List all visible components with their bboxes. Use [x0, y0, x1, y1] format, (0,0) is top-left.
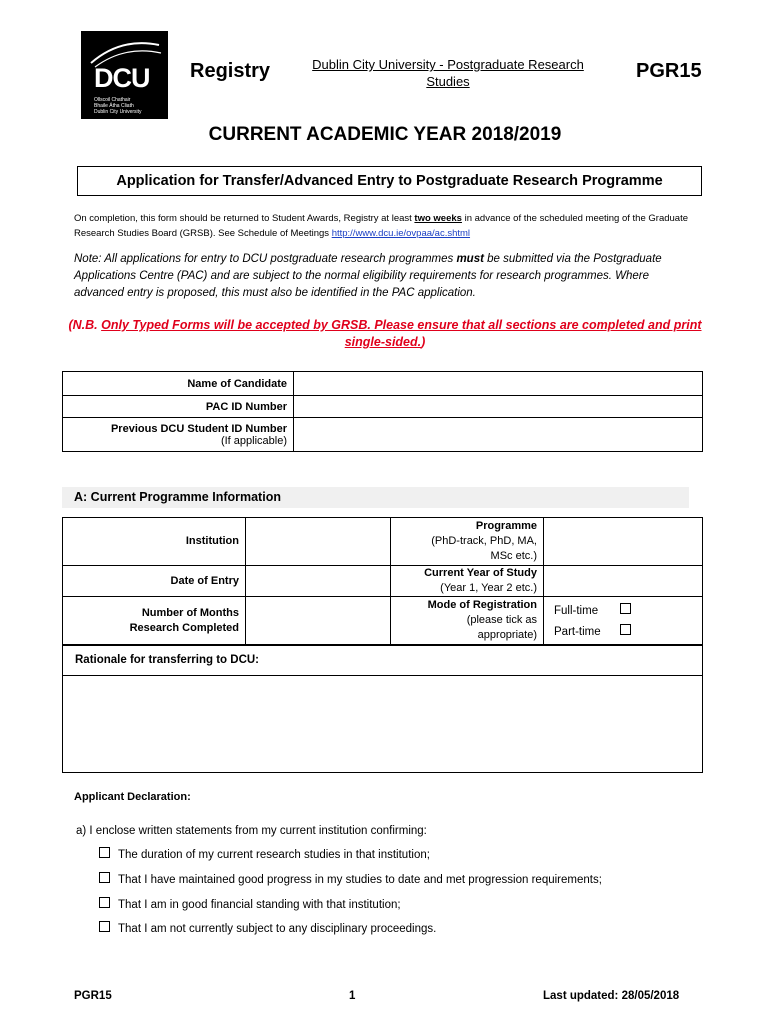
declaration-bullet: The duration of my current research studies in that institution; — [99, 849, 430, 861]
declaration-checkbox[interactable] — [99, 847, 110, 858]
declaration-title: Applicant Declaration: — [74, 791, 191, 803]
part-time-checkbox[interactable] — [620, 624, 631, 635]
nb-warning: (N.B. Only Typed Forms will be accepted by GRSB. Please ensure that all sections are completed and print single-sided.) — [68, 318, 702, 349]
institution-field[interactable] — [246, 518, 391, 566]
registry-label: Registry — [190, 60, 271, 82]
footer-form-code: PGR15 — [74, 990, 112, 1002]
rationale-field[interactable] — [63, 676, 702, 774]
declaration-bullet: That I am in good financial standing with that institution; — [99, 899, 401, 911]
form-title: Application for Transfer/Advanced Entry to Postgraduate Research Programme — [77, 166, 702, 196]
candidate-table — [62, 371, 703, 452]
part-time-label: Part-time — [554, 625, 601, 638]
last-updated: Last updated: 28/05/2018 — [543, 990, 680, 1002]
programme-field[interactable] — [544, 518, 703, 566]
name-label: Name of Candidate — [63, 372, 294, 396]
current-year-field[interactable] — [544, 566, 703, 597]
logo-text: DCU — [94, 63, 150, 93]
months-completed-field[interactable] — [246, 597, 391, 645]
declaration-checkbox[interactable] — [99, 897, 110, 908]
form-code: PGR15 — [636, 60, 702, 82]
pac-id-label: PAC ID Number — [63, 396, 294, 418]
declaration-checkbox[interactable] — [99, 872, 110, 883]
page-number: 1 — [349, 990, 356, 1002]
declaration-checkbox[interactable] — [99, 921, 110, 932]
logo-subtitle: Ollscoil Chathair Bhaile Átha Cliath Dublin City University — [94, 97, 142, 115]
schedule-link[interactable]: http://www.dcu.ie/ovpaa/ac.shtml — [331, 228, 471, 239]
intro-text: On completion, this form should be returned to Student Awards, Registry at least two weeks in advance of the scheduled meeting of the Graduate Research Studies Board (GRSB). See Schedule of Meetings http://www.dcu.ie/ovpaa/ac.shtml — [74, 213, 688, 239]
months-completed-label: Number of Months Research Completed — [63, 597, 246, 645]
previous-id-label: Previous DCU Student ID Number (If applicable) — [63, 418, 294, 452]
declaration-bullet: That I am not currently subject to any disciplinary proceedings. — [99, 923, 436, 935]
university-title: Dublin City University - Postgraduate Research Studies — [312, 57, 584, 89]
full-time-label: Full-time — [554, 604, 599, 617]
full-time-checkbox[interactable] — [620, 603, 631, 614]
date-of-entry-field[interactable] — [246, 566, 391, 597]
programme-label: Programme (PhD-track, PhD, MA, MSc etc.) — [391, 518, 544, 566]
pac-id-field[interactable] — [294, 396, 703, 418]
current-year-label: Current Year of Study (Year 1, Year 2 etc.) — [391, 566, 544, 597]
programme-table — [62, 517, 703, 645]
declaration-item-a: a) I enclose written statements from my current institution confirming: — [76, 825, 427, 837]
rationale-label: Rationale for transferring to DCU: — [63, 646, 702, 676]
note-text: Note: All applications for entry to DCU postgraduate research programmes must be submitted via the Postgraduate Applications Centre (PAC) and are subject to the normal eligibility requirements for research programmes. Where advanced entry is proposed, this must also be identified in the PAC application. — [74, 253, 662, 299]
date-of-entry-label: Date of Entry — [63, 566, 246, 597]
institution-label: Institution — [63, 518, 246, 566]
declaration-bullet: That I have maintained good progress in my studies to date and met progression requirements; — [99, 874, 602, 886]
mode-options — [544, 597, 703, 645]
rationale-box — [62, 645, 703, 773]
academic-year-title: CURRENT ACADEMIC YEAR 2018/2019 — [208, 124, 562, 145]
name-field[interactable] — [294, 372, 703, 396]
previous-id-field[interactable] — [294, 418, 703, 452]
section-a-header: A: Current Programme Information — [62, 487, 689, 508]
mode-label: Mode of Registration (please tick as appropriate) — [391, 597, 544, 645]
dcu-logo — [81, 31, 168, 119]
